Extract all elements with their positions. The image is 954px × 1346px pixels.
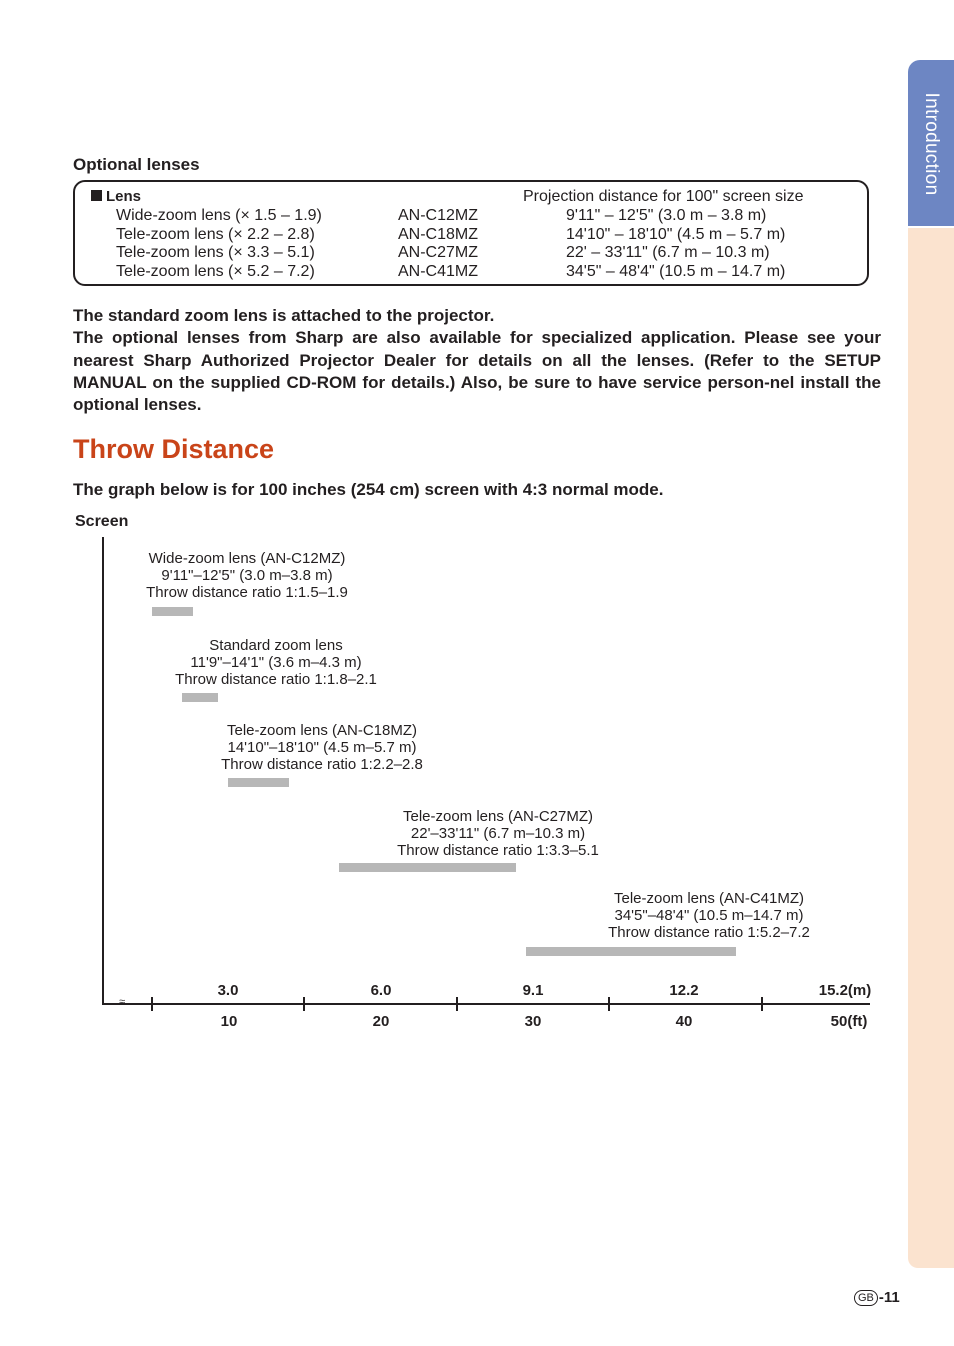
lens-range-label — [397, 808, 599, 859]
tick-label-ft: 30 — [524, 1013, 542, 1030]
lens-model: AN-C18MZ — [398, 225, 479, 243]
lens-model: AN-C12MZ — [398, 207, 479, 224]
notes — [73, 305, 881, 416]
page-number — [854, 1289, 900, 1306]
tick-label-m: 12.2 — [669, 982, 699, 999]
lens-row — [75, 226, 867, 245]
lens-distance: 9'11" – 12'5" (3.0 m – 3.8 m) — [566, 207, 767, 224]
tick-label-ft: 40 — [675, 1013, 693, 1030]
note-line: The optional lenses from Sharp are also available for specialized application. Please see your nearest Sharp Authorized Projector Dealer for details on all the lenses. (Refer to the SETUP MANUAL on the supplied CD-ROM for details.) Also, be sure to have service person-nel install the optional lenses. — [73, 328, 881, 415]
lens-range-label — [608, 890, 810, 941]
lens-range-label — [146, 550, 348, 601]
lens-name: Tele-zoom lens (× 3.3 – 5.1) — [116, 244, 315, 261]
lens-range-distance: 22'–33'11" (6.7 m–10.3 m) — [410, 825, 586, 842]
axis-break-icon: ≈ — [119, 996, 126, 1008]
lens-range-name: Standard zoom lens — [209, 637, 343, 654]
square-bullet-icon — [91, 190, 102, 201]
lens-range-label — [175, 637, 377, 688]
side-decoration — [908, 228, 954, 1268]
tick-label-m: 9.1 — [522, 982, 544, 999]
lens-row — [75, 244, 867, 263]
tick-label-m: 6.0 — [370, 982, 392, 999]
lens-distance: 34'5" – 48'4" (10.5 m – 14.7 m) — [566, 262, 786, 280]
lens-range-label — [221, 722, 423, 773]
throw-range-bar — [526, 947, 737, 956]
lens-range-ratio: Throw distance ratio 1:5.2–7.2 — [608, 924, 810, 941]
lens-model: AN-C41MZ — [398, 262, 479, 280]
axis-tick — [151, 997, 153, 1011]
lens-name: Tele-zoom lens (× 2.2 – 2.8) — [116, 225, 315, 243]
distance-axis — [102, 1003, 870, 1005]
tick-label-ft: 20 — [372, 1013, 390, 1030]
page-number-text: -11 — [878, 1289, 900, 1306]
tick-label-m: 3.0 — [217, 982, 239, 999]
throw-range-bar — [228, 778, 289, 787]
lens-range-ratio: Throw distance ratio 1:1.8–2.1 — [175, 671, 377, 688]
lens-range-ratio: Throw distance ratio 1:2.2–2.8 — [221, 756, 423, 773]
region-badge: GB — [854, 1290, 878, 1306]
lens-range-name: Tele-zoom lens (AN-C18MZ) — [226, 722, 418, 739]
lens-name: Wide-zoom lens (× 1.5 – 1.9) — [116, 207, 322, 224]
lens-column-header — [91, 188, 141, 205]
throw-range-bar — [182, 693, 217, 702]
tick-label-ft: 50(ft) — [830, 1013, 868, 1030]
screen-label: Screen — [75, 513, 129, 530]
section-tab[interactable] — [908, 60, 954, 226]
tick-label-ft: 10 — [220, 1013, 238, 1030]
lens-row — [75, 207, 867, 226]
distance-column-header: Projection distance for 100" screen size — [523, 188, 804, 205]
lens-distance: 14'10" – 18'10" (4.5 m – 5.7 m) — [566, 225, 786, 243]
note-line: The standard zoom lens is attached to the projector. — [73, 306, 495, 325]
lens-range-name: Tele-zoom lens (AN-C41MZ) — [613, 890, 805, 907]
lens-name: Tele-zoom lens (× 5.2 – 7.2) — [116, 262, 315, 280]
axis-tick — [303, 997, 305, 1011]
lens-range-name: Tele-zoom lens (AN-C27MZ) — [402, 808, 594, 825]
lens-row — [75, 263, 867, 282]
axis-tick — [761, 997, 763, 1011]
throw-range-bar — [152, 607, 193, 616]
lens-range-distance: 9'11"–12'5" (3.0 m–3.8 m) — [161, 567, 333, 584]
optional-lenses-heading: Optional lenses — [73, 155, 200, 174]
lens-column-label: Lens — [106, 188, 142, 205]
throw-range-bar — [339, 863, 516, 872]
screen-axis — [102, 537, 104, 1005]
lens-range-ratio: Throw distance ratio 1:1.5–1.9 — [146, 584, 348, 601]
lens-range-ratio: Throw distance ratio 1:3.3–5.1 — [397, 842, 599, 859]
tick-label-m: 15.2(m) — [818, 982, 872, 999]
lens-range-distance: 14'10"–18'10" (4.5 m–5.7 m) — [227, 739, 417, 756]
section-subtitle: The graph below is for 100 inches (254 cm) screen with 4:3 normal mode. — [73, 480, 664, 499]
lens-model: AN-C27MZ — [398, 244, 479, 261]
optional-lenses-table — [73, 180, 869, 286]
lens-range-distance: 11'9"–14'1" (3.6 m–4.3 m) — [190, 654, 362, 671]
lens-distance: 22' – 33'11" (6.7 m – 10.3 m) — [566, 244, 770, 261]
lens-range-name: Wide-zoom lens (AN-C12MZ) — [148, 550, 346, 567]
section-title: Throw Distance — [73, 434, 275, 464]
axis-tick — [608, 997, 610, 1011]
lens-range-distance: 34'5"–48'4" (10.5 m–14.7 m) — [614, 907, 804, 924]
axis-tick — [456, 997, 458, 1011]
section-tab-label: Introduction — [921, 92, 942, 196]
